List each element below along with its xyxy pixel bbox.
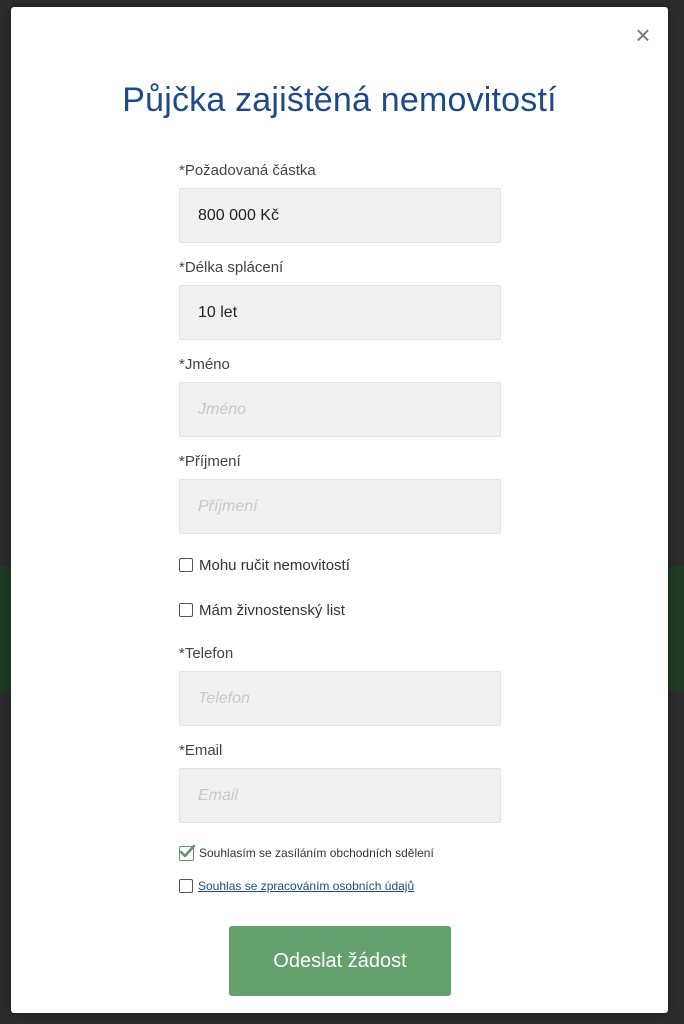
last-name-input[interactable] bbox=[179, 479, 501, 534]
email-field-group bbox=[179, 742, 501, 823]
modal-title: Půjčka zajištěná nemovitostí bbox=[122, 81, 557, 119]
phone-label: *Telefon bbox=[179, 645, 234, 662]
last-name-label: *Příjmení bbox=[179, 453, 241, 470]
loan-request-modal bbox=[11, 7, 668, 1013]
phone-input[interactable] bbox=[179, 671, 501, 726]
email-input[interactable] bbox=[179, 768, 501, 823]
property-checkbox-row[interactable] bbox=[179, 554, 501, 576]
duration-label: *Délka splácení bbox=[179, 259, 284, 276]
marketing-consent-label: Souhlasím se zasíláním obchodních sdělení bbox=[199, 846, 434, 860]
trade-license-checkbox[interactable] bbox=[179, 603, 193, 617]
first-name-label: *Jméno bbox=[179, 356, 230, 373]
duration-field-group bbox=[179, 259, 501, 340]
last-name-field-group bbox=[179, 453, 501, 534]
trade-license-checkbox-label: Mám živnostenský list bbox=[199, 601, 345, 619]
checkmark-icon bbox=[179, 844, 196, 859]
marketing-consent-row[interactable] bbox=[179, 843, 501, 863]
gdpr-consent-row[interactable] bbox=[179, 876, 501, 896]
amount-field-group bbox=[179, 162, 501, 243]
gdpr-consent-checkbox[interactable] bbox=[179, 879, 193, 893]
duration-input[interactable] bbox=[179, 285, 501, 340]
amount-label: *Požadovaná částka bbox=[179, 162, 316, 179]
property-checkbox[interactable] bbox=[179, 558, 193, 572]
first-name-field-group bbox=[179, 356, 501, 437]
email-label: *Email bbox=[179, 742, 223, 759]
marketing-consent-checkbox[interactable] bbox=[179, 846, 194, 861]
property-checkbox-label: Mohu ručit nemovitostí bbox=[199, 556, 350, 574]
close-icon[interactable]: × bbox=[635, 20, 651, 50]
gdpr-consent-link[interactable]: Souhlas se zpracováním osobních údajů bbox=[198, 879, 415, 893]
first-name-input[interactable] bbox=[179, 382, 501, 437]
loan-form bbox=[179, 162, 501, 896]
phone-field-group bbox=[179, 645, 501, 726]
amount-input[interactable] bbox=[179, 188, 501, 243]
submit-button[interactable]: Odeslat žádost bbox=[229, 926, 451, 996]
trade-license-checkbox-row[interactable] bbox=[179, 599, 501, 621]
